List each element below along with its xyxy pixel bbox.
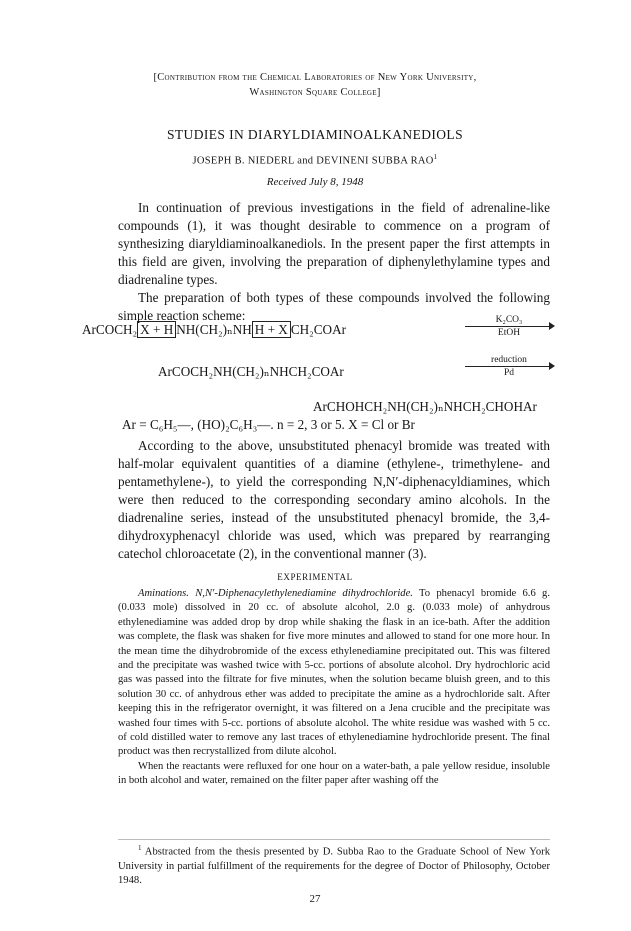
- footnote: [118, 841, 550, 888]
- intro-paragraph-2: The preparation of both types of these compounds involved the following simple reaction scheme:: [118, 290, 550, 323]
- reagent-1-top: K₂CO₃: [495, 315, 523, 325]
- author-names: JOSEPH B. NIEDERL and DEVINENI SUBBA RAO: [192, 155, 434, 167]
- reagent-2-top: reduction: [491, 355, 527, 365]
- reagent-1-bottom: EtOH: [497, 328, 521, 338]
- section-label: Aminations.: [138, 588, 189, 599]
- contribution-line-2: Washington Square College]: [249, 87, 381, 98]
- contribution-line-1: [Contribution from the Chemical Laboratories of New York University,: [153, 72, 477, 83]
- intro-section: [118, 199, 550, 325]
- experimental-section: [118, 587, 550, 789]
- discussion-paragraph: According to the above, unsubstituted phenacyl bromide was treated with half-molar equivalent quantities of a diamine (ethylene-, trimethylene- and pentamethylene-), to yield the corresponding N,N′-diphenacyldiamines, which were then reduced to the corresponding secondary amino alcohols. In the diadrenaline series, instead of the unsubstituted phenacyl bromide, the 3,4-dihydroxyphenacyl chloride was used, which was prepared by rearranging catechol chloroacetate (2), in the conventional manner (3).: [118, 438, 550, 561]
- compound-name: N,N′-Diphenacylethylenediamine dihydrochloride.: [195, 588, 413, 599]
- author-footnote-mark: 1: [433, 153, 438, 161]
- received-date: Received July 8, 1948: [266, 176, 364, 188]
- scheme-reactant-c: CH₂COAr: [290, 322, 346, 337]
- author-line: [60, 153, 570, 167]
- scheme-product: ArCHOHCH₂NH(CH₂)ₙNHCH₂CHOHAr: [313, 399, 537, 414]
- reaction-arrow-1: [465, 315, 553, 338]
- reaction-arrow-2: [465, 355, 553, 378]
- page-number: 27: [309, 893, 321, 905]
- experimental-heading: EXPERIMENTAL: [277, 572, 353, 582]
- reagent-2-bottom: Pd: [503, 368, 515, 378]
- scheme-box-2: H + X: [252, 321, 291, 338]
- paper-title: STUDIES IN DIARYLDIAMINOALKANEDIOLS: [167, 127, 463, 142]
- scheme-intermediate: ArCOCH₂NH(CH₂)ₙNHCH₂COAr: [158, 364, 344, 379]
- arrow-1-line: [465, 326, 553, 327]
- scheme-reactant-a: ArCOCH₂: [82, 322, 138, 337]
- footnote-mark: 1: [138, 844, 142, 852]
- experimental-paragraph-2: When the reactants were refluxed for one hour on a water-bath, a pale yellow residue, insoluble in both alcohol and water, remained on the filter paper after washing off the: [118, 760, 550, 787]
- footnote-divider: [118, 839, 550, 840]
- arrow-2-line: [465, 366, 553, 367]
- scheme-box-1: X + H: [137, 321, 176, 338]
- contribution-note: [90, 70, 540, 100]
- experimental-text-1: To phenacyl bromide 6.6 g. (0.033 mole) dissolved in 20 cc. of absolute alcohol, 2.0 g. (0.033 mole) of anhydrous ethylenediamine was added drop by drop while shaking the flask in an ice-bath. After the addition was complete, the flask was shaken for five more minutes and allowed to stand for one more hour. In the mean time the dihydrobromide of the excess ethylenediamine precipitated out. This was filtered and the precipitate was washed twice with 5-cc. portions of absolute alcohol. Dry hydrochloric acid gas was passed into the filtrate for five minutes, when the solution became bluish green, and to this solution 30 cc. of anhydrous ether was added to precipitate the amine as a hydrochloride salt. After keeping this in the refrigerator overnight, it was filtered on a Jena crucible and the precipitate was washed four times with 5-cc. portions of absolute alcohol. The white residue was washed with 5 cc. of cold distilled water to remove any last traces of ethylenediamine hydrochloride present. The final product was then recrystallized from dilute alcohol.: [118, 588, 550, 758]
- scheme-reactants: [82, 322, 346, 338]
- intro-paragraph-1: In continuation of previous investigations in the field of adrenaline-like compounds (1), it was thought desirable to commence on a program of synthesizing diaryldiaminoalkanediols. In the present paper the first attempts in this field are given, involving the preparation of diphenylethylamine types and diadrenaline types.: [118, 200, 550, 287]
- experimental-paragraph-1: [118, 587, 550, 760]
- scheme-diamine: NH(CH₂)ₙNH: [176, 322, 252, 337]
- scheme-definitions: Ar = C₆H₅—, (HO)₂C₆H₃—. n = 2, 3 or 5. X = Cl or Br: [122, 417, 415, 432]
- footnote-text: Abstracted from the thesis presented by D. Subba Rao to the Graduate School of New York University in partial fulfillment of the requirements for the degree of Doctor of Philosophy, October 1948.: [118, 846, 550, 886]
